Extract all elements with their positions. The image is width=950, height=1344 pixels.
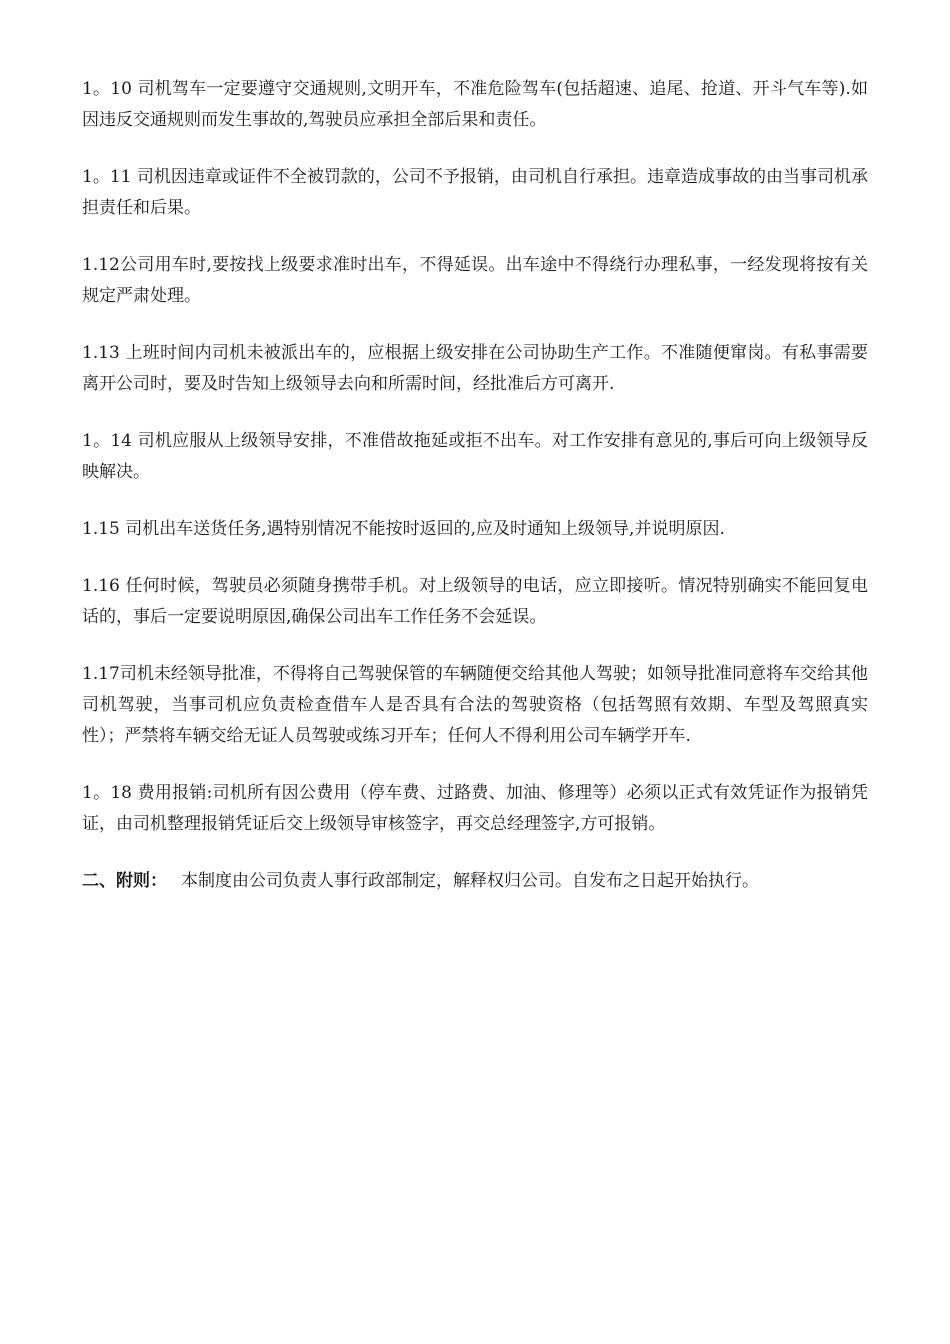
clause-1-18: 1。18 费用报销:司机所有因公费用（停车费、过路费、加油、修理等）必须以正式有效凭证作为报销凭证，由司机整理报销凭证后交上级领导审核签字，再交总经理签字,方可报销。 [82,783,868,834]
appendix-text: 本制度由公司负责人事行政部制定，解释权归公司。自发布之日起开始执行。 [181,871,759,891]
clause-1-15: 1.15 司机出车送货任务,遇特别情况不能按时返回的,应及时通知上级领导,并说明原因. [82,519,725,539]
clause-1-10: 1。10 司机驾车一定要遵守交通规则,文明开车，不准危险驾车(包括超速、追尾、抢道、开斗气车等).如因违反交通规则而发生事故的,驾驶员应承担全部后果和责任。 [82,79,868,130]
appendix-label: 二、附则： [82,871,167,891]
clause-1-14: 1。14 司机应服从上级领导安排，不准借故拖延或拒不出车。对工作安排有意见的,事后可向上级领导反映解决。 [82,431,868,482]
clause-1-13: 1.13 上班时间内司机未被派出车的，应根据上级安排在公司协助生产工作。不准随便窜岗。有私事需要离开公司时，要及时告知上级领导去向和所需时间，经批准后方可离开. [82,343,868,394]
clause-1-17: 1.17司机未经领导批准，不得将自己驾驶保管的车辆随便交给其他人驾驶；如领导批准同意将车交给其他司机驾驶，当事司机应负责检查借车人是否具有合法的驾驶资格（包括驾照有效期、车型及驾照真实性）；严禁将车辆交给无证人员驾驶或练习开车；任何人不得利用公司车辆学开车. [82,664,868,746]
clause-1-12: 1.12公司用车时,要按找上级要求准时出车，不得延误。出车途中不得绕行办理私事，一经发现将按有关规定严肃处理。 [82,255,868,306]
clause-1-11: 1。11 司机因违章或证件不全被罚款的，公司不予报销，由司机自行承担。违章造成事故的由当事司机承担责任和后果。 [82,167,868,218]
appendix-paragraph [82,866,868,897]
clause-1-16: 1.16 任何时候，驾驶员必须随身携带手机。对上级领导的电话，应立即接听。情况特别确实不能回复电话的，事后一定要说明原因,确保公司出车工作任务不会延误。 [82,576,868,627]
